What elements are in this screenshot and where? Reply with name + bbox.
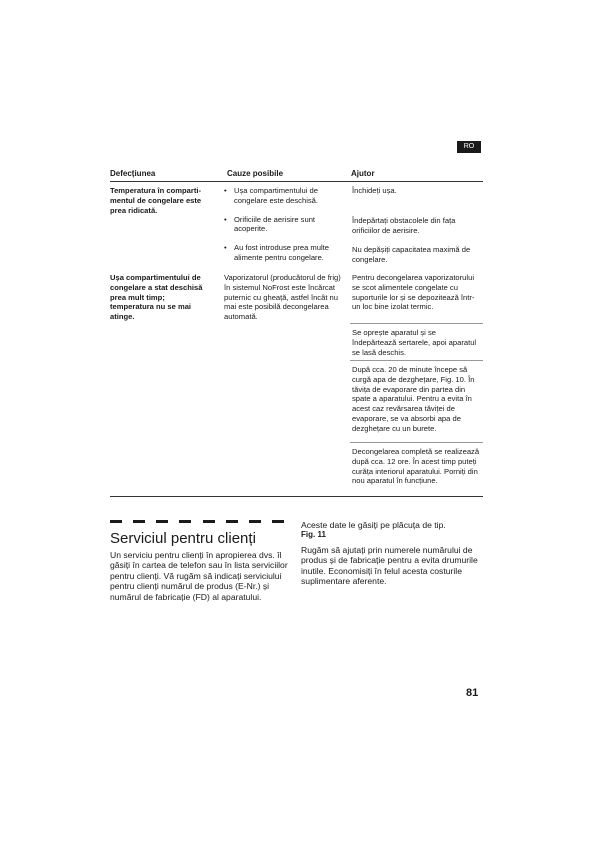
service-title: Serviciul pentru clienți [110, 530, 256, 547]
header-causes: Cauze posibile [227, 169, 284, 178]
service-right-block [301, 520, 483, 586]
remedy-cell: Nu depășiți capacitatea maximă de congelare. [352, 245, 471, 264]
cause-cell: Vaporizatorul (producătorul de frig) în sistemul NoFrost este încărcat puternic cu gheață, astfel încât nu mai este posibilă decongelarea automată. [224, 273, 341, 322]
language-badge: RO [457, 141, 481, 153]
fault-cell: Temperatura în comparti-mentul de congelare este prea ridicată. [110, 186, 202, 215]
cell-divider [350, 442, 483, 443]
fault-cell: Ușa compartimentului de congelare a stat deschisă prea mult timp; temperatura nu se mai atinge. [110, 273, 203, 322]
cell-divider [350, 323, 483, 324]
troubleshooting-table [110, 166, 483, 497]
header-fault: Defecțiunea [110, 169, 156, 178]
cause-item: • Orificiile de aerisire sunt acoperite. [224, 215, 342, 235]
service-right-paragraph-1: Aceste date le găsiți pe plăcuța de tip. [301, 520, 446, 530]
table-header [110, 166, 483, 182]
figure-reference: Fig. 11 [301, 530, 326, 540]
service-left-paragraph: Un serviciu pentru clienți în apropierea dvs. îl găsiți în cartea de telefon sau în lista serviciilor pentru clienți. Vă rugăm să indicați serviciului pentru clienți numărul de produs (E-Nr.) și numărul de fabricație (FD) al aparatului. [110, 550, 288, 602]
table-body [110, 182, 483, 497]
remedy-cell: După cca. 20 de minute începe să curgă apa de dezghețare, Fig. 10. În tăvița de evaporare din partea din spate a aparatului. Pentru a evita în acest caz revărsarea tăviței de evaporare, se va absorbi apa de dezghețare cu un burete. [352, 365, 475, 433]
page-number: 81 [466, 687, 479, 699]
remedy-cell: Decongelarea completă se realizează după cca. 12 ore. În acest timp puteți curăța interiorul aparatului. Porniți din nou aparatul în funcțiune. [352, 447, 480, 486]
header-remedy: Ajutor [351, 169, 375, 178]
remedy-cell: Pentru decongelarea vaporizatorului se scot alimentele congelate cu suporturile lor și se depozitează într-un loc bine izolat termic. [352, 273, 475, 312]
remedy-cell: Închideți ușa. [352, 186, 397, 195]
causes-list [224, 186, 342, 272]
remedy-cell: Se oprește aparatul și se îndepărtează sertarele, apoi aparatul se lasă deschis. [352, 328, 477, 357]
cell-divider [350, 360, 483, 361]
service-right-paragraph-2: Rugăm să ajutați prin numerele numărului de produs și de fabricație pentru a evita drumurile inutile. Economisiți în felul acesta costurile suplimentare aferente. [301, 544, 478, 587]
remedy-cell: Îndepărtați obstacolele din fața orificiilor de aerisire. [352, 216, 456, 235]
cause-item: • Ușa compartimentului de congelare este deschisă. [224, 186, 342, 206]
section-dashes [110, 520, 284, 524]
cause-item: • Au fost introduse prea multe alimente pentru congelare. [224, 243, 342, 263]
